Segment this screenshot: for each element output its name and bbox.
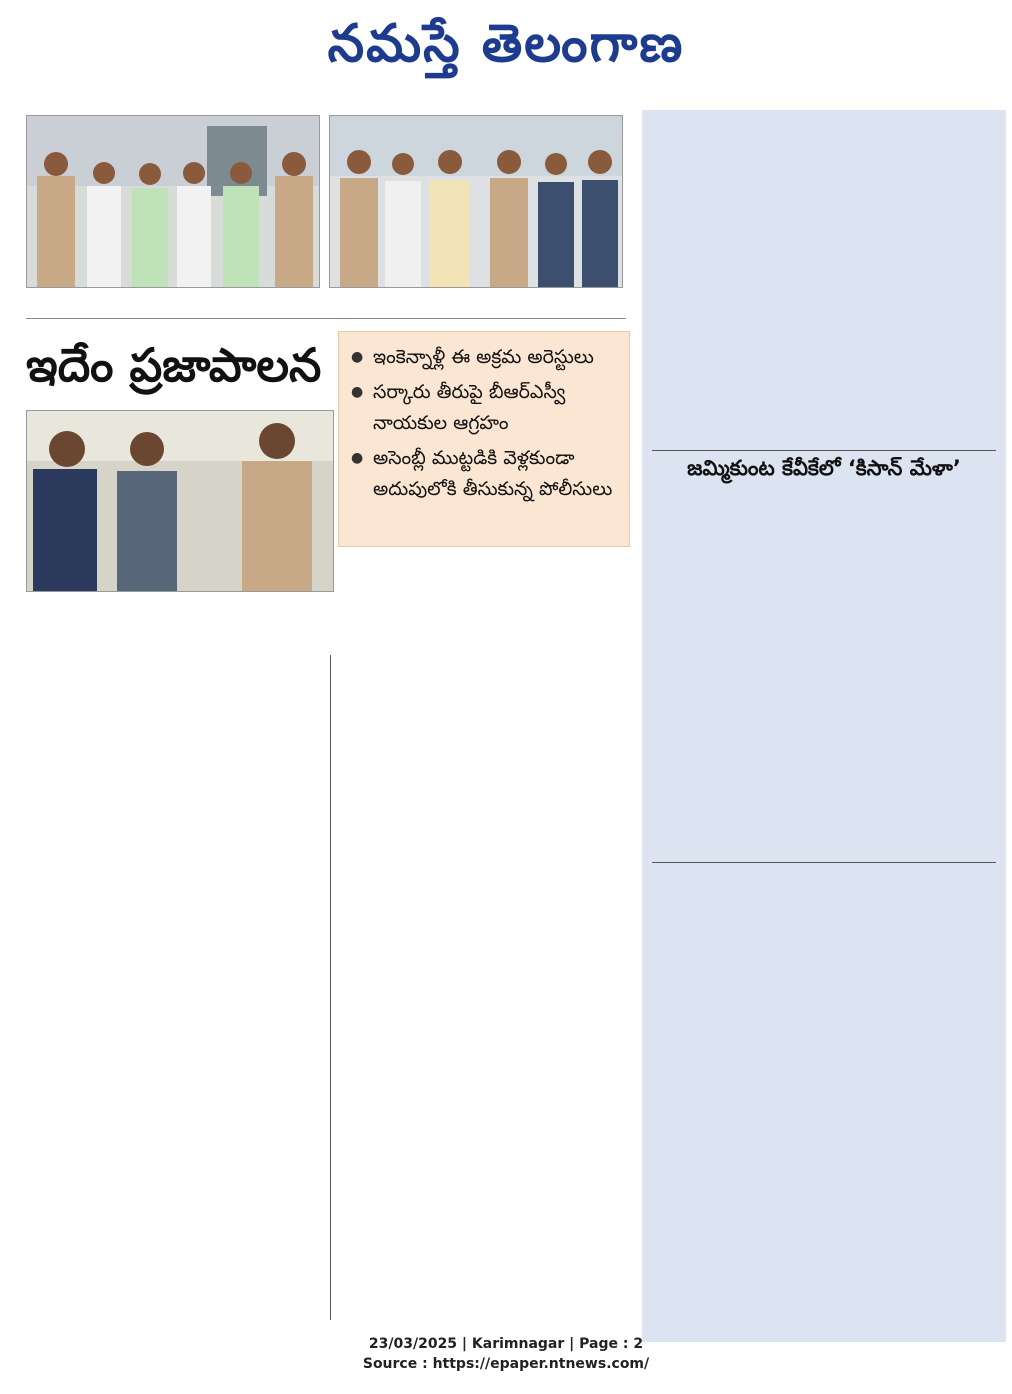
group-photo-illustration [330,116,622,287]
news-photo-left [26,115,320,288]
story-text [654,925,994,1335]
story-text [654,190,994,456]
group-photo-illustration [27,116,319,287]
news-photo-right [329,115,623,288]
footer-date-line: 23/03/2025 | Karimnagar | Page : 2 [368,1336,644,1352]
story-headline: జమ్మికుంట కేవీకేలో ‘కిసాన్ మేళా’ [687,456,961,480]
news-photo-arrest [26,410,334,592]
arrest-photo-illustration [27,411,333,591]
story-text [654,500,994,856]
highlight-item: ● అసెంబ్లీ ముట్టడికి వెళ్లకుండా అదుపులోకి తీసుకున్న పోలీసులు [373,443,621,505]
footer-source-line: Source : https://epaper.ntnews.com/ [362,1356,650,1372]
divider [652,862,996,863]
highlights-box [338,331,630,547]
column-rule [330,655,331,1320]
divider [652,450,996,451]
highlight-item: ● ఇంకెన్నాళ్లీ ఈ అక్రమ అరెస్టులు [373,342,621,373]
right-news-panel [642,110,1006,1342]
highlight-item: ● సర్కారు తీరుపై బీఆర్ఎస్వీ నాయకుల ఆగ్రహం [373,377,621,439]
divider [26,318,626,319]
main-headline: ఇదేం ప్రజాపాలన [26,338,322,392]
article-left-column [26,660,322,1320]
article-middle-column [338,552,628,1322]
masthead-title: నమస్తే తెలంగాణ [327,13,685,74]
